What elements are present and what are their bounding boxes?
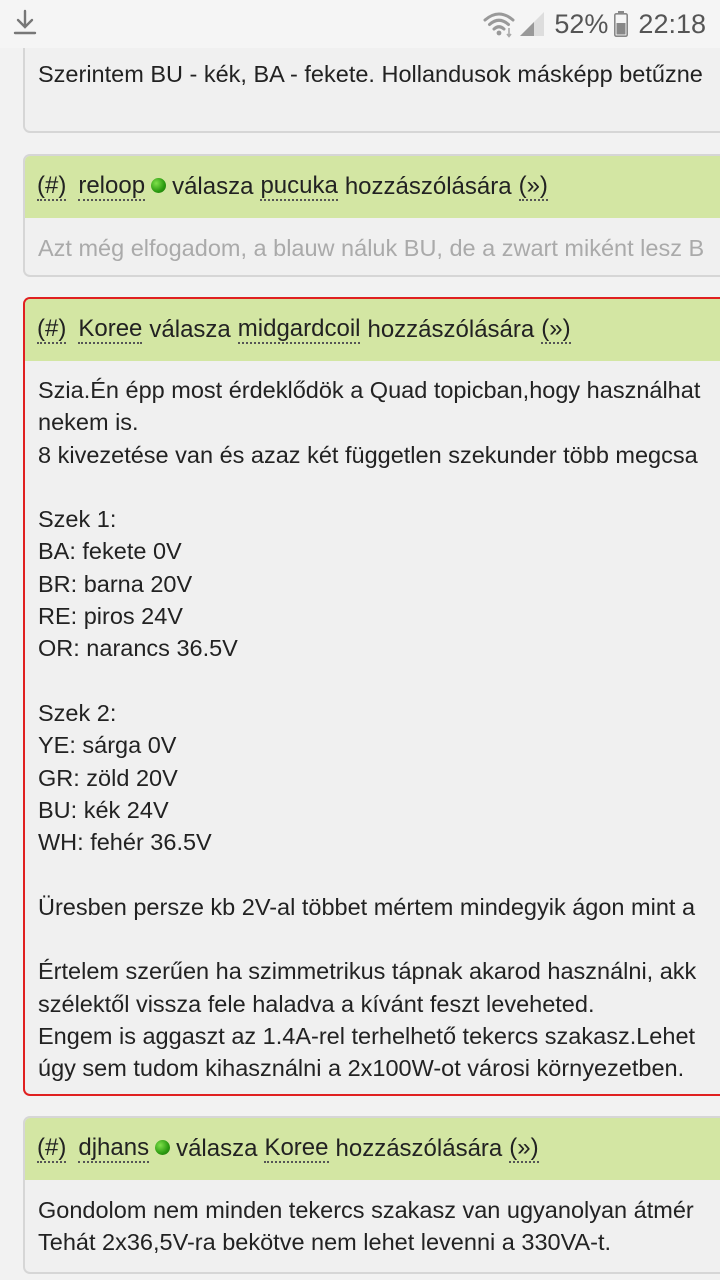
forum-post-highlighted xyxy=(23,297,720,1096)
reply-verb: válasza xyxy=(149,316,231,343)
reply-suffix: hozzászólására xyxy=(344,173,512,200)
author-link[interactable]: reloop xyxy=(78,173,145,201)
reply-verb: válasza xyxy=(172,173,254,200)
post-text-line: nekem is. xyxy=(38,409,139,436)
post-text-line: Szek 2: xyxy=(38,699,117,726)
post-text-line xyxy=(38,471,720,503)
quote-link[interactable]: (») xyxy=(519,173,548,201)
post-text-line: GR: zöld 20V xyxy=(38,764,178,791)
online-status-icon xyxy=(155,1140,170,1155)
reply-to-link[interactable]: Koree xyxy=(264,1135,328,1163)
post-text-line: Üresben persze kb 2V-al többet mértem mindegyik ágon mint a xyxy=(38,893,696,920)
clock: 22:18 xyxy=(638,8,706,39)
post-text-line: RE: piros 24V xyxy=(38,603,183,630)
forum-post xyxy=(23,154,720,277)
post-anchor-link[interactable]: (#) xyxy=(37,316,66,344)
battery-percent: 52% xyxy=(554,8,609,39)
post-text-line: 8 kivezetése van és azaz két független szekunder több megcsa xyxy=(38,441,698,468)
post-text-line: Szerintem BU - kék, BA - fekete. Hollandusok másképp betűzne xyxy=(38,61,703,87)
reply-to-link[interactable]: midgardcoil xyxy=(238,316,361,344)
reply-verb: válasza xyxy=(176,1135,258,1162)
post-header xyxy=(25,156,720,218)
quote-link[interactable]: (») xyxy=(541,316,570,344)
post-anchor-link[interactable]: (#) xyxy=(37,1135,66,1163)
post-text-line xyxy=(38,923,720,955)
post-quote xyxy=(25,218,720,264)
reply-to-link[interactable]: pucuka xyxy=(260,173,337,201)
post-text-line: YE: sárga 0V xyxy=(38,732,177,759)
post-text-line: Azt még elfogadom, a blauw náluk BU, de a zwart miként lesz B xyxy=(38,235,705,261)
post-text-line: Értelem szerűen ha szimmetrikus tápnak akarod használni, akk xyxy=(38,958,697,985)
post-text-line: Szia.Én épp most érdeklődök a Quad topicban,hogy használhat xyxy=(38,377,701,403)
post-text-line: szélektől vissza fele haladva a kívánt feszt leveheted. xyxy=(38,990,595,1017)
post-text-line: Engem is aggaszt az 1.4A-rel terhelhető tekercs szakasz.Lehet xyxy=(38,1022,696,1049)
post-header xyxy=(25,299,720,361)
post-text-line: Tehát 2x36,5V-ra bekötve nem lehet levenni a 330VA-t. xyxy=(38,1229,612,1256)
battery-icon xyxy=(614,11,628,37)
author-link[interactable]: djhans xyxy=(78,1135,149,1163)
wifi-icon xyxy=(482,10,516,38)
post-text-line: Szek 1: xyxy=(38,506,117,533)
post-anchor-link[interactable]: (#) xyxy=(37,173,66,201)
quote-link[interactable]: (») xyxy=(509,1135,538,1163)
post-text-line: WH: fehér 36.5V xyxy=(38,829,212,856)
post-body xyxy=(25,361,720,1085)
reply-suffix: hozzászólására xyxy=(335,1135,503,1162)
post-text-line xyxy=(38,858,720,890)
online-status-icon xyxy=(151,178,166,193)
post-text-line: OR: narancs 36.5V xyxy=(38,635,238,662)
post-header xyxy=(25,1118,720,1180)
post-text-line xyxy=(38,665,720,697)
signal-icon xyxy=(518,10,546,38)
status-bar xyxy=(0,0,720,48)
reply-suffix: hozzászólására xyxy=(367,316,535,343)
post-text-line: BU: kék 24V xyxy=(38,796,169,823)
forum-post xyxy=(23,1116,720,1274)
post-body xyxy=(25,1180,720,1259)
post-text-line: úgy sem tudom kihasználni a 2x100W-ot városi környezetben. xyxy=(38,1055,685,1082)
post-text-line: BR: barna 20V xyxy=(38,570,193,597)
author-link[interactable]: Koree xyxy=(78,316,142,344)
post-text-line: BA: fekete 0V xyxy=(38,538,182,565)
download-icon xyxy=(10,8,40,38)
post-text-line: Gondolom nem minden tekercs szakasz van ugyanolyan átmér xyxy=(38,1197,694,1223)
